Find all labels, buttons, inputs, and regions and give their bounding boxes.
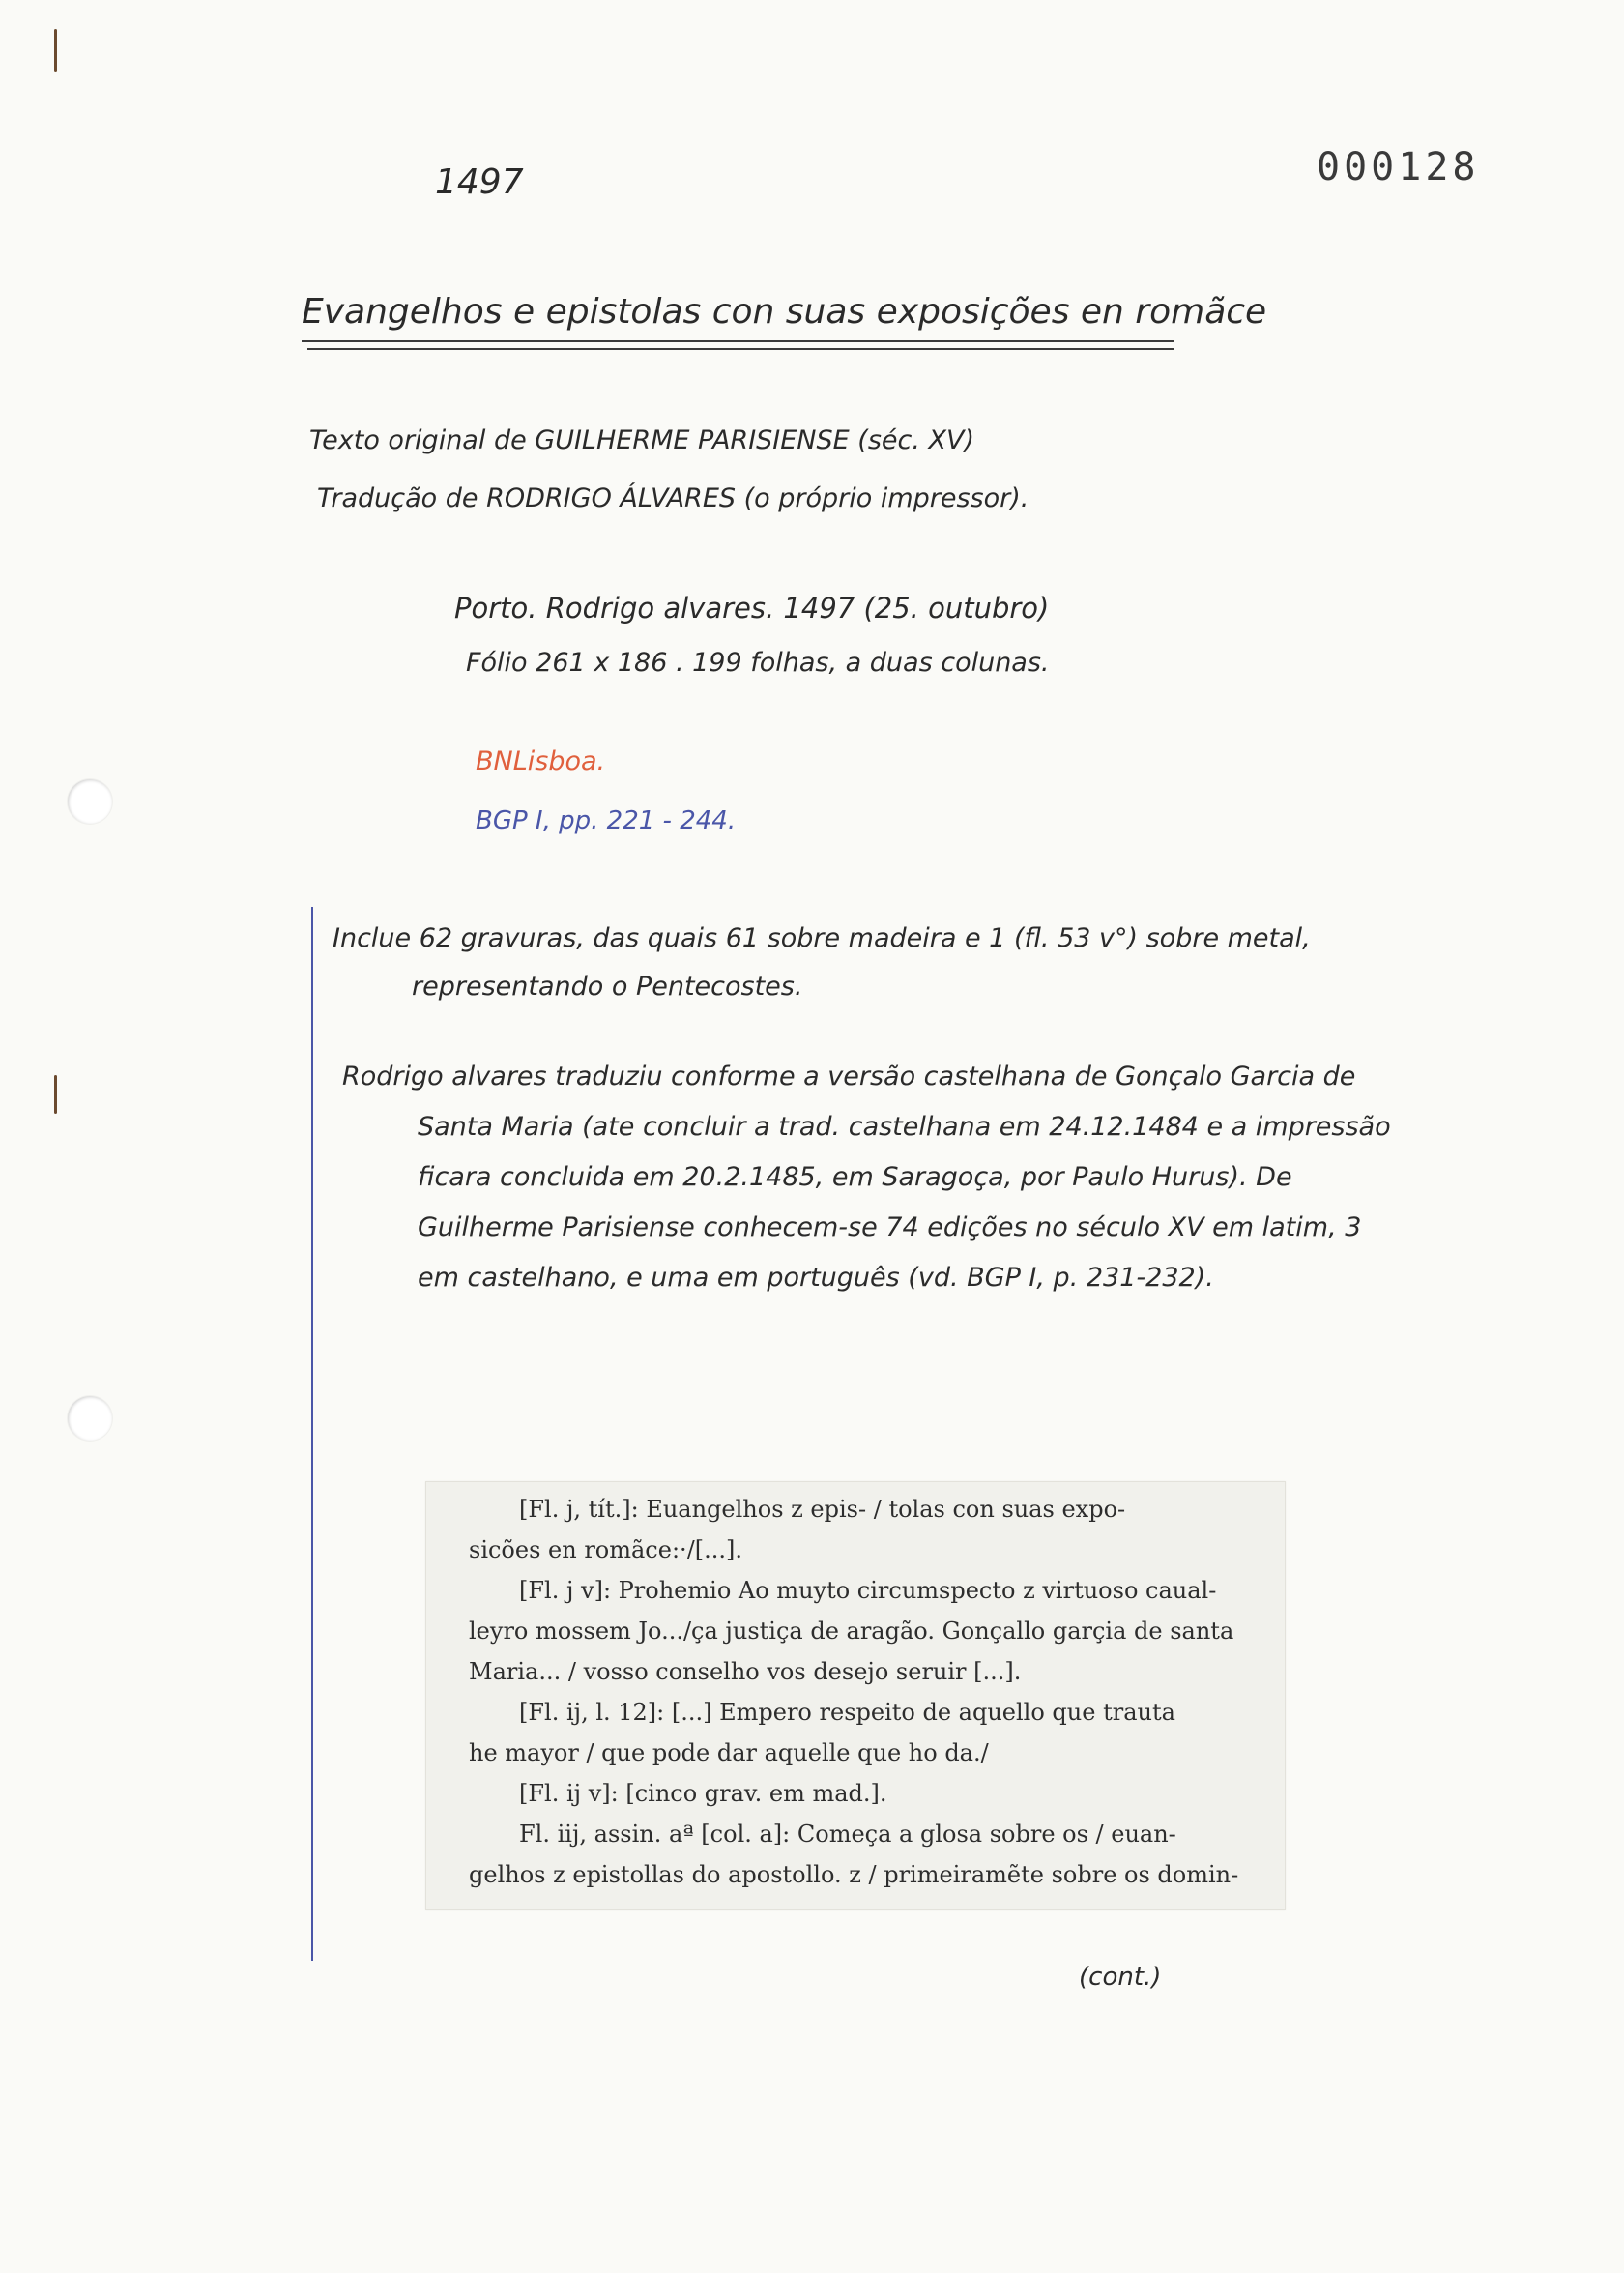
year: 1497 [435,162,524,202]
original-author: Texto original de GUILHERME PARISIENSE (séc. XV) [309,425,975,455]
note-line: Guilherme Parisiense conhecem-se 74 edições no século XV em latim, 3 [418,1212,1362,1242]
transcription-line: [Fl. j v]: Prohemio Ao muyto circumspecto z virtuoso caual- [519,1577,1217,1604]
continued-marker: (cont.) [1079,1963,1162,1992]
engravings-note: Inclue 62 gravuras, das quais 61 sobre madeira e 1 (fl. 53 v°) sobre metal, [333,923,1311,953]
library-location: BNLisboa. [476,746,606,776]
margin-mark-middle [54,1075,57,1114]
note-line: Santa Maria (ate concluir a trad. castelhana em 24.12.1484 e a impressão [418,1112,1391,1142]
transcription-line: he mayor / que pode dar aquelle que ho da./ [469,1739,989,1766]
margin-mark-top [54,29,57,72]
bibliography-reference: BGP I, pp. 221 - 244. [476,806,737,835]
note-line: em castelhano, e uma em português (vd. BGP I, p. 231-232). [418,1263,1214,1293]
note-line: Rodrigo alvares traduziu conforme a versão castelhana de Gonçalo Garcia de [342,1062,1356,1092]
punch-hole-upper [68,779,112,824]
transcription-line: [Fl. ij, l. 12]: [...] Empero respeito de aquello que trauta [519,1699,1175,1726]
publication-info: Porto. Rodrigo alvares. 1497 (25. outubro) [454,592,1050,625]
transcription-line: gelhos z epistollas do apostollo. z / primeiramẽte sobre os domin- [469,1861,1239,1888]
translation-note [342,1052,1391,1303]
transcription-slip [425,1481,1286,1910]
punch-hole-lower [68,1396,112,1441]
work-title: Evangelhos e epistolas con suas exposições en romãce [302,292,1267,332]
title-underline-double [307,348,1174,350]
transcription-line: sicões en romãce:·/[...]. [469,1536,742,1563]
title-underline [302,340,1174,342]
engravings-note-continued: representando o Pentecostes. [412,972,803,1002]
transcription-line: [Fl. ij v]: [cinco grav. em mad.]. [519,1780,887,1807]
transcription-line: Fl. iij, assin. aª [col. a]: Começa a glosa sobre os / euan- [519,1821,1176,1848]
transcription-line: [Fl. j, tít.]: Euangelhos z epis- / tolas con suas expo- [519,1496,1126,1523]
margin-rule [311,907,313,1961]
translator: Tradução de RODRIGO ÁLVARES (o próprio impressor). [317,483,1030,513]
format-info: Fólio 261 x 186 . 199 folhas, a duas colunas. [466,648,1050,678]
document-number: 000128 [1317,145,1480,189]
transcription-line: Maria... / vosso conselho vos desejo seruir [...]. [469,1658,1022,1685]
transcription-line: leyro mossem Jo.../ça justiça de aragão. Gonçallo garçia de santa [469,1617,1234,1645]
note-line: ficara concluida em 20.2.1485, em Saragoça, por Paulo Hurus). De [418,1162,1292,1192]
